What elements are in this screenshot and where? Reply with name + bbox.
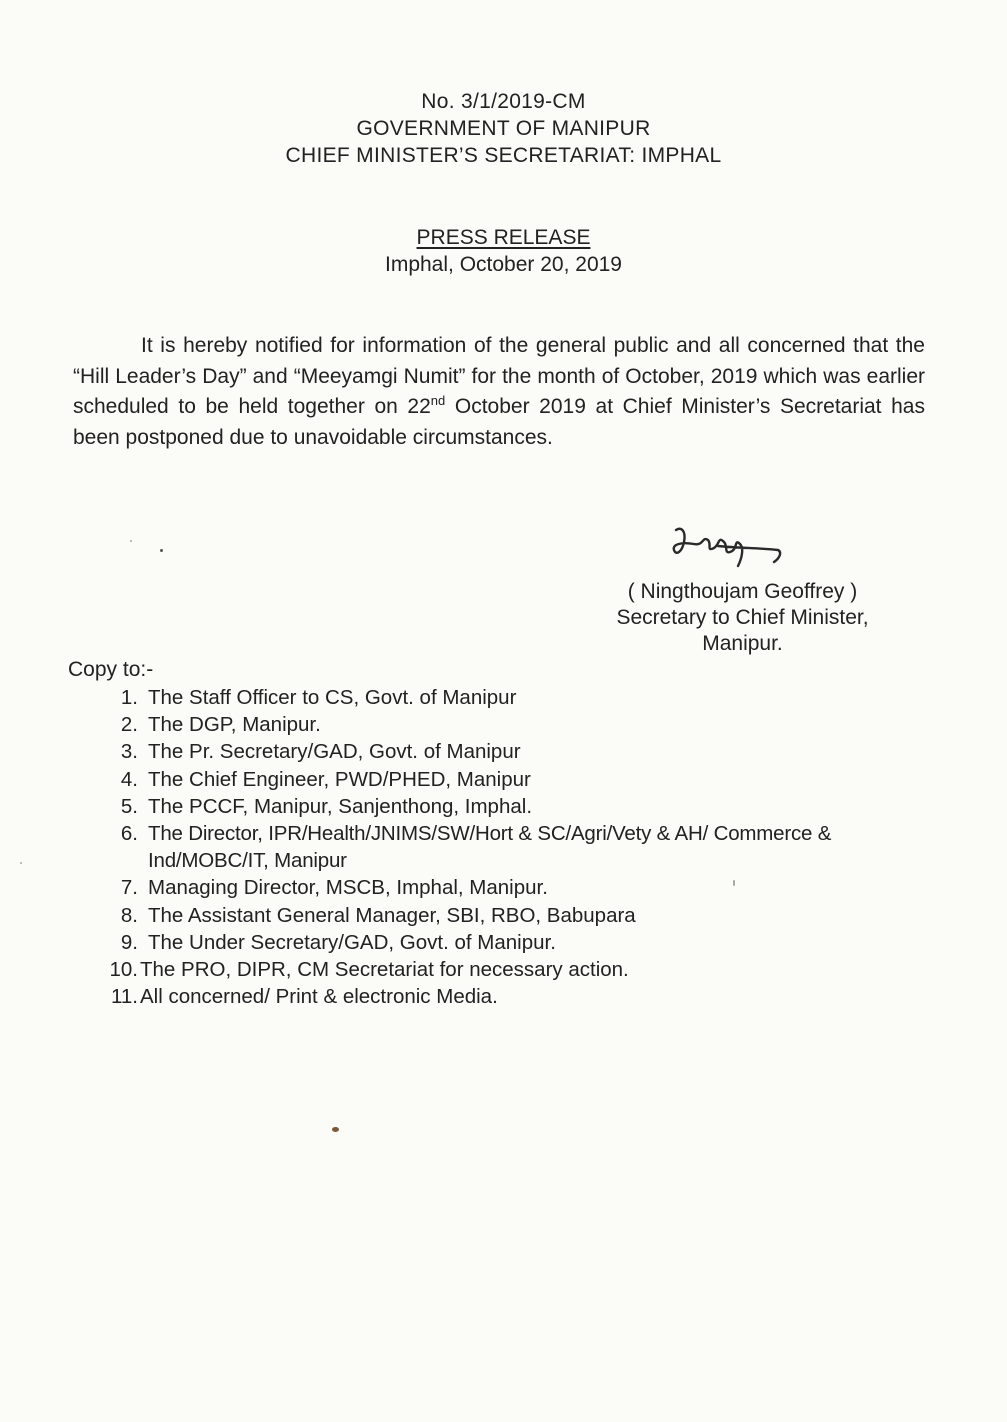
notice-body-part2: October 2019 at Chief Minister’s Secretariat has been postponed due to unavoidable circumstances. bbox=[73, 395, 925, 449]
place-and-date: Imphal, October 20, 2019 bbox=[385, 253, 622, 276]
notice-body bbox=[73, 331, 925, 453]
list-item-number: 8. bbox=[120, 903, 138, 927]
government-name: GOVERNMENT OF MANIPUR bbox=[356, 117, 651, 140]
letter-header bbox=[0, 88, 1007, 169]
list-item-number: 3. bbox=[120, 740, 138, 764]
office-name: CHIEF MINISTER’S SECRETARIAT: IMPHAL bbox=[285, 144, 722, 167]
scan-speck bbox=[160, 549, 163, 552]
list-item bbox=[103, 902, 933, 929]
list-item bbox=[103, 738, 933, 765]
list-item-text: The Director, IPR/Health/JNIMS/SW/Hort & SC/Agri/Vety & AH/ Commerce & Ind/MOBC/IT, Manipur bbox=[148, 822, 832, 873]
signatory-designation: Secretary to Chief Minister, bbox=[616, 606, 869, 629]
scan-speck bbox=[733, 880, 735, 886]
ordinal-suffix: nd bbox=[430, 393, 446, 408]
list-item bbox=[103, 684, 933, 711]
list-item-number: 7. bbox=[120, 876, 138, 900]
list-item bbox=[103, 956, 933, 983]
list-item-number: 6. bbox=[120, 822, 138, 846]
list-item-text: The Chief Engineer, PWD/PHED, Manipur bbox=[148, 767, 531, 791]
list-item bbox=[103, 711, 933, 738]
list-item-text: All concerned/ Print & electronic Media. bbox=[140, 985, 498, 1009]
notice-body-part1: It is hereby notified for information of the general public and all concerned that the “Hill Leader’s Day” and “Meeyamgi Numit” for the month of October, 2019 which was earlier scheduled to be held together on 22 bbox=[73, 334, 925, 418]
signatory-place: Manipur. bbox=[702, 632, 783, 655]
list-item-number: 4. bbox=[120, 767, 138, 791]
scan-speck bbox=[130, 540, 132, 542]
handwritten-signature bbox=[668, 522, 786, 580]
list-item-text: The Under Secretary/GAD, Govt. of Manipur. bbox=[148, 930, 556, 954]
list-item bbox=[103, 874, 933, 901]
copy-to-heading: Copy to:- bbox=[68, 658, 154, 681]
list-item bbox=[103, 983, 933, 1010]
list-item-number: 1. bbox=[120, 686, 138, 709]
reference-number: No. 3/1/2019-CM bbox=[421, 90, 586, 113]
list-item bbox=[103, 820, 933, 874]
list-item-number: 5. bbox=[120, 794, 138, 818]
scan-speck bbox=[332, 1127, 339, 1132]
list-item-text: The Pr. Secretary/GAD, Govt. of Manipur bbox=[148, 740, 521, 764]
list-item-number: 2. bbox=[120, 713, 138, 737]
list-item-text: The Assistant General Manager, SBI, RBO, Babupara bbox=[148, 903, 636, 927]
copy-to-list bbox=[103, 684, 933, 1010]
scan-speck bbox=[20, 862, 22, 864]
signatory-block bbox=[580, 579, 905, 657]
list-item-number: 9. bbox=[120, 930, 138, 954]
list-item bbox=[103, 766, 933, 793]
list-item bbox=[103, 793, 933, 820]
list-item-text: Managing Director, MSCB, Imphal, Manipur. bbox=[148, 876, 548, 900]
list-item-number: 11. bbox=[111, 985, 138, 1009]
list-item-number: 10. bbox=[109, 958, 138, 982]
list-item-text: The Staff Officer to CS, Govt. of Manipur bbox=[148, 686, 517, 709]
list-item-text: The PCCF, Manipur, Sanjenthong, Imphal. bbox=[148, 794, 533, 818]
press-release-title-text: PRESS RELEASE bbox=[416, 226, 591, 249]
list-item-text: The DGP, Manipur. bbox=[148, 713, 321, 737]
press-release-title bbox=[0, 224, 1007, 251]
list-item bbox=[103, 929, 933, 956]
signatory-name: ( Ningthoujam Geoffrey ) bbox=[627, 580, 858, 603]
list-item-text: The PRO, DIPR, CM Secretariat for necessary action. bbox=[140, 958, 629, 982]
